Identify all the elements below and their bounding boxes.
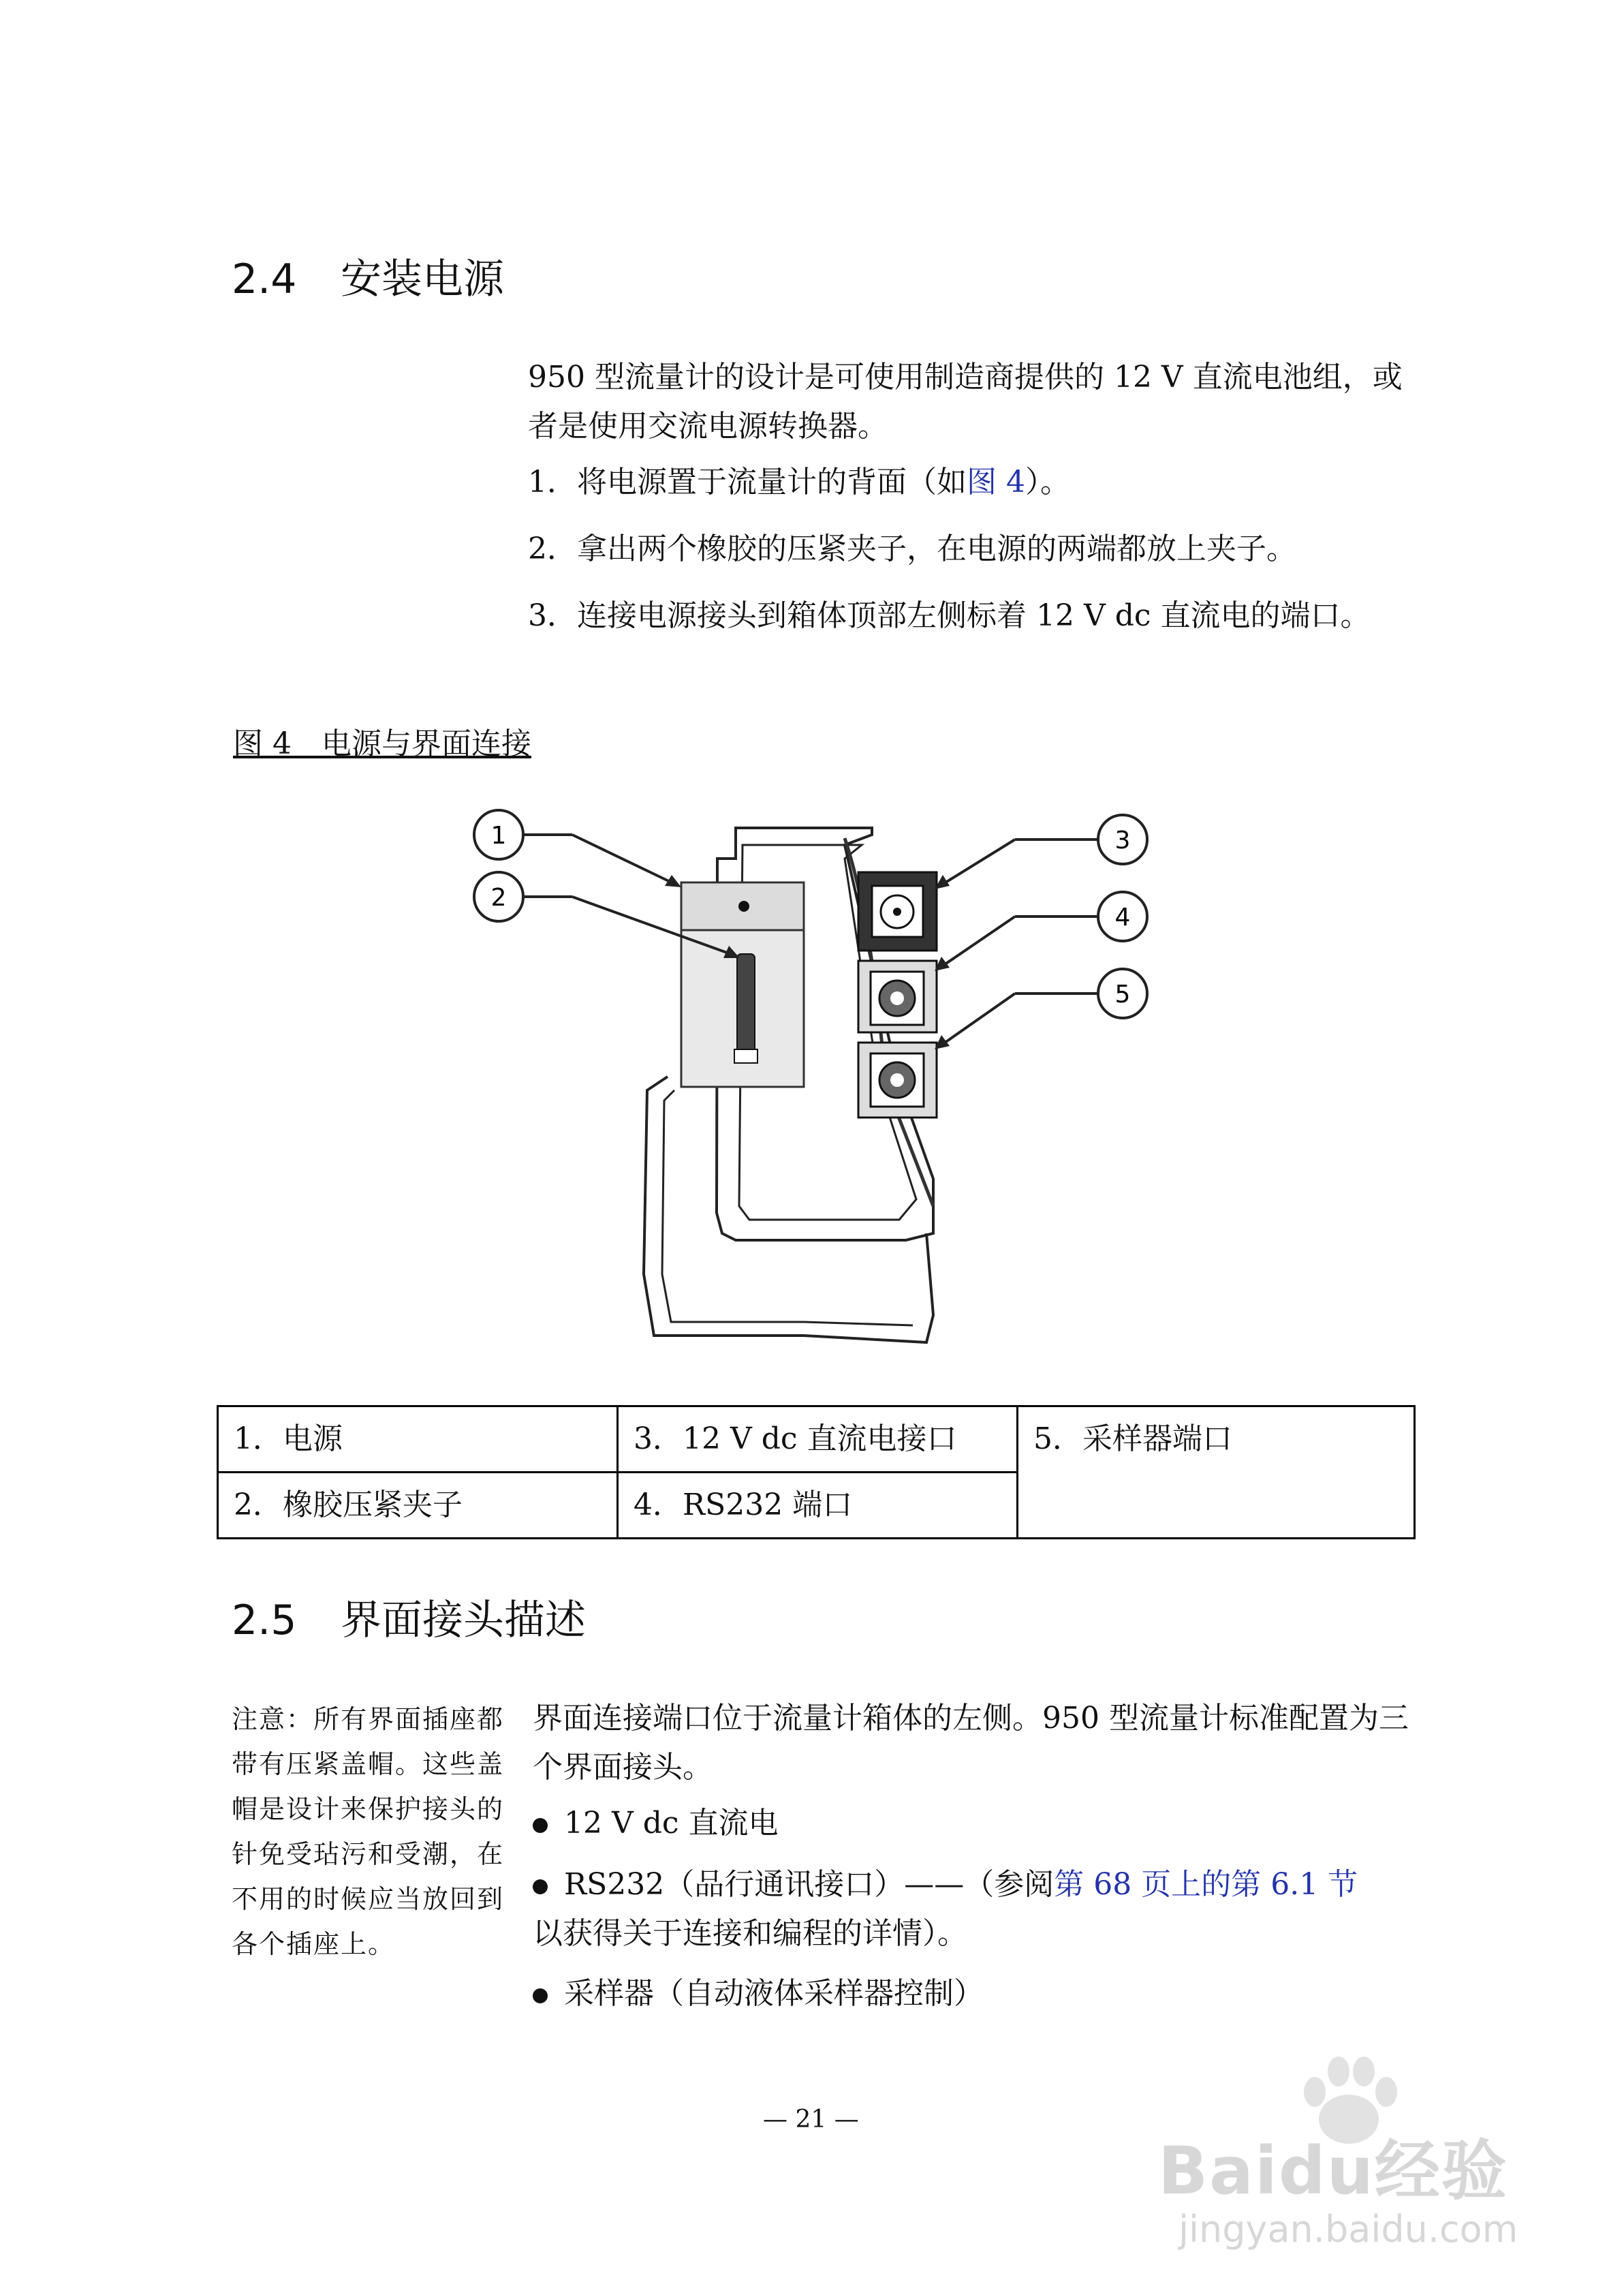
bullet-dc-power: [533, 1799, 779, 1848]
legend-cell-5: 5．采样器端口: [1018, 1406, 1415, 1539]
rs232-connector-icon: [858, 961, 937, 1032]
svg-text:2: 2: [490, 884, 507, 912]
bullet-icon: [533, 1988, 548, 2003]
bullet-text: 12 V dc 直流电: [564, 1806, 779, 1840]
svg-text:1: 1: [490, 822, 507, 850]
section-6-1-link[interactable]: 第 68 页上的第 6.1 节: [1054, 1867, 1358, 1902]
watermark-url: jingyan.baidu.com: [1178, 2208, 1518, 2251]
svg-text:3: 3: [1114, 827, 1131, 854]
callout-3: [935, 815, 1147, 889]
step-1-text-end: ）。: [1025, 465, 1070, 499]
baidu-watermark: [1158, 2051, 1594, 2269]
svg-text:5: 5: [1114, 981, 1131, 1008]
figure-4-link[interactable]: 图 4: [967, 465, 1025, 499]
step-1-text: 1．将电源置于流量计的背面（如: [528, 465, 967, 499]
legend-cell-1: 1．电源: [218, 1406, 618, 1473]
intro-paragraph: 950 型流量计的设计是可使用制造商提供的 12 V 直流电池组，或者是使用交流电源转换器。: [528, 360, 1403, 444]
page-number: — 21 —: [763, 2106, 859, 2134]
section-number: 2.5: [232, 1597, 297, 1644]
sampler-connector-icon: [858, 1043, 937, 1118]
side-note: 注意：所有界面插座都带有压紧盖帽。这些盖帽是设计来保护接头的针免受玷污和受潮，在不用的时候应当放回到各个插座上。: [232, 1704, 505, 1959]
interface-intro: 界面连接端口位于流量计箱体的左侧。950 型流量计标准配置为三个界面接头。: [533, 1701, 1409, 1785]
bullet-sampler: [533, 1969, 984, 2018]
bullet-icon: [533, 1879, 548, 1894]
power-supply-screw-icon: [738, 901, 749, 912]
legend-cell-4: 4．RS232 端口: [618, 1473, 1018, 1539]
step-3: 3．连接电源接头到箱体顶部左侧标着 12 V dc 直流电的端口。: [528, 598, 1371, 633]
callout-4: [935, 892, 1147, 971]
bullet-icon: [533, 1818, 548, 1833]
section-title: 安装电源: [341, 256, 504, 303]
rubber-clip: [737, 954, 755, 1056]
bullet-rs232: [533, 1860, 1411, 1958]
legend-cell-3: 3．12 V dc 直流电接口: [618, 1406, 1018, 1473]
legend-cell-2: 2．橡胶压紧夹子: [218, 1473, 618, 1539]
watermark-brand: Baidu经验: [1158, 2133, 1508, 2209]
power-interface-diagram: [463, 797, 1178, 1376]
svg-text:4: 4: [1114, 904, 1131, 931]
section-heading-2-5: [232, 1588, 586, 1646]
step-1: [528, 458, 1070, 507]
bullet-text-end: 以获得关于连接和编程的详情）。: [533, 1916, 967, 1951]
bullet-text: 采样器（自动液体采样器控制）: [564, 1976, 984, 2011]
rubber-clip-base: [734, 1049, 758, 1063]
callout-5: [935, 969, 1147, 1049]
figure-caption: 图 4 电源与界面连接: [233, 726, 531, 761]
bullet-text: RS232（品行通讯接口）——（参阅: [564, 1867, 1055, 1902]
dc-connector-icon: [858, 872, 937, 951]
section-heading-2-4: [232, 247, 504, 305]
section-number: 2.4: [232, 256, 297, 303]
section-title: 界面接头描述: [341, 1597, 586, 1644]
table-row: [218, 1406, 1415, 1473]
figure-legend-table: [217, 1405, 1416, 1539]
step-2: 2．拿出两个橡胶的压紧夹子，在电源的两端都放上夹子。: [528, 532, 1296, 566]
case-lower-inner: [662, 1090, 913, 1325]
